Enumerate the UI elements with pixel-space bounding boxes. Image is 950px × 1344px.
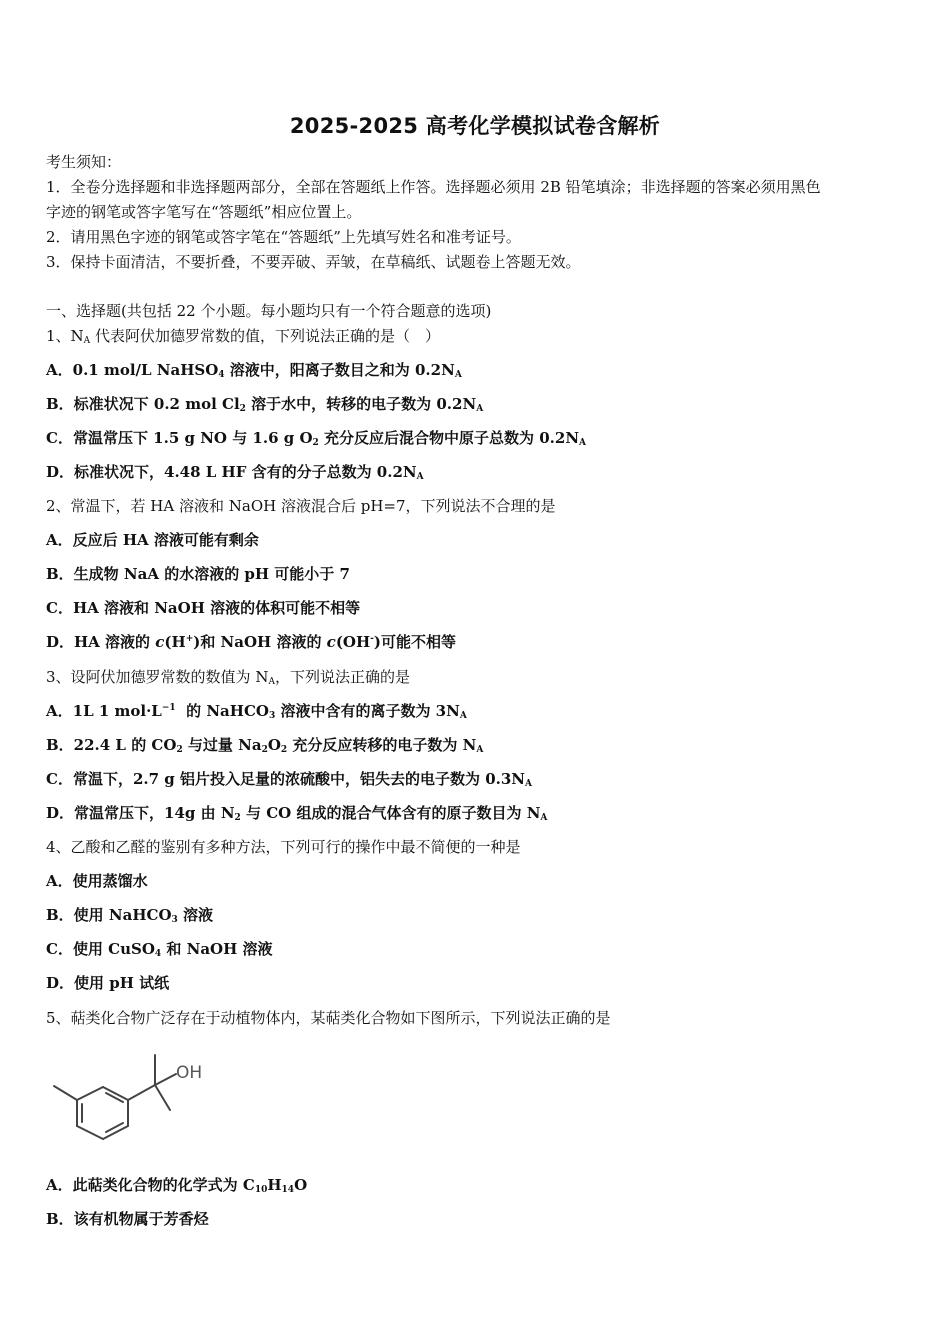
question-4-option-d: D．使用 pH 试纸: [46, 974, 170, 992]
question-1-option-a: A．0.1 mol/L NaHSO$_4$ 溶液中，阳离子数目之和为 $0.2N_A$: [46, 361, 462, 380]
question-5-option-a: A．此萜类化合物的化学式为 $C_{10}H_{14}O$: [46, 1176, 308, 1195]
notice-item: 字迹的钢笔或答字笔写在“答题纸”相应位置上。: [46, 203, 362, 221]
question-2-stem: 2、常温下，若 HA 溶液和 NaOH 溶液混合后 pH=7，下列说法不合理的是: [46, 497, 556, 515]
question-2-option-d: D．HA 溶液的 c(H+)和 NaOH 溶液的 c(OH-)可能不相等: [46, 633, 457, 651]
question-3-option-b: B．22.4 L 的 $CO_2$ 与过量 $Na_2O_2$ 充分反应转移的电子数为 $N_A$: [46, 736, 484, 755]
section-heading: 一、选择题(共包括 22 个小题。每小题均只有一个符合题意的选项): [46, 302, 492, 320]
page-title: 2025-2025 高考化学模拟试卷含解析: [289, 114, 661, 138]
question-4-option-c: C．使用 CuSO$_4$ 和 NaOH 溶液: [46, 940, 273, 959]
question-1-option-c: C．常温常压下 1.5 g NO 与 1.6 g $O_2$ 充分反应后混合物中原子总数为 $0.2N_A$: [46, 429, 587, 448]
hydroxyl-label: OH: [176, 1063, 203, 1083]
question-2-option-c: C．HA 溶液和 NaOH 溶液的体积可能不相等: [46, 599, 361, 617]
question-1-option-b: B．标准状况下 0.2 mol $Cl_2$ 溶于水中，转移的电子数为 $0.2N_A$: [46, 395, 484, 414]
question-2-option-b: B．生成物 NaA 的水溶液的 pH 可能小于 7: [46, 565, 350, 583]
question-1-option-d: D．标准状况下，4.48 L HF 含有的分子总数为 $0.2N_A$: [46, 463, 424, 482]
question-3-option-a: A．1L 1 $mol\cdot L^{-1}$ 的 NaHCO$_3$ 溶液中含有的离子数为 $3N_A$: [46, 702, 467, 721]
question-1-stem: 1、$N_A$ 代表阿伏加德罗常数的值，下列说法正确的是（ ）: [46, 327, 440, 346]
question-3-option-d: D．常温常压下，14g 由 $N_2$ 与 CO 组成的混合气体含有的原子数目为 $N_A$: [46, 804, 548, 823]
question-4-option-b: B．使用 NaHCO$_3$ 溶液: [46, 906, 214, 925]
question-3-option-c: C．常温下，2.7 g 铝片投入足量的浓硫酸中，铝失去的电子数为 $0.3N_A$: [46, 770, 532, 789]
notice-item: 3．保持卡面清洁，不要折叠，不要弄破、弄皱，在草稿纸、试题卷上答题无效。: [46, 253, 581, 271]
question-2-option-a: A．反应后 HA 溶液可能有剩余: [46, 531, 259, 549]
notice-item: 1．全卷分选择题和非选择题两部分，全部在答题纸上作答。选择题必须用 2B 铅笔填涂；非选择题的答案必须用黑色: [46, 178, 821, 196]
notice-item: 2．请用黑色字迹的钢笔或答字笔在“答题纸”上先填写姓名和准考证号。: [46, 228, 521, 246]
notice-heading: 考生须知：: [46, 153, 122, 171]
terpene-structure-diagram: [50, 1050, 220, 1145]
question-5-stem: 5、萜类化合物广泛存在于动植物体内，某萜类化合物如下图所示，下列说法正确的是: [46, 1009, 611, 1027]
question-3-stem: 3、设阿伏加德罗常数的数值为 $N_A$，下列说法正确的是: [46, 668, 410, 687]
question-4-stem: 4、乙酸和乙醛的鉴别有多种方法，下列可行的操作中最不简便的一种是: [46, 838, 521, 856]
question-5-option-b: B．该有机物属于芳香烃: [46, 1210, 209, 1228]
question-4-option-a: A．使用蒸馏水: [46, 872, 148, 890]
